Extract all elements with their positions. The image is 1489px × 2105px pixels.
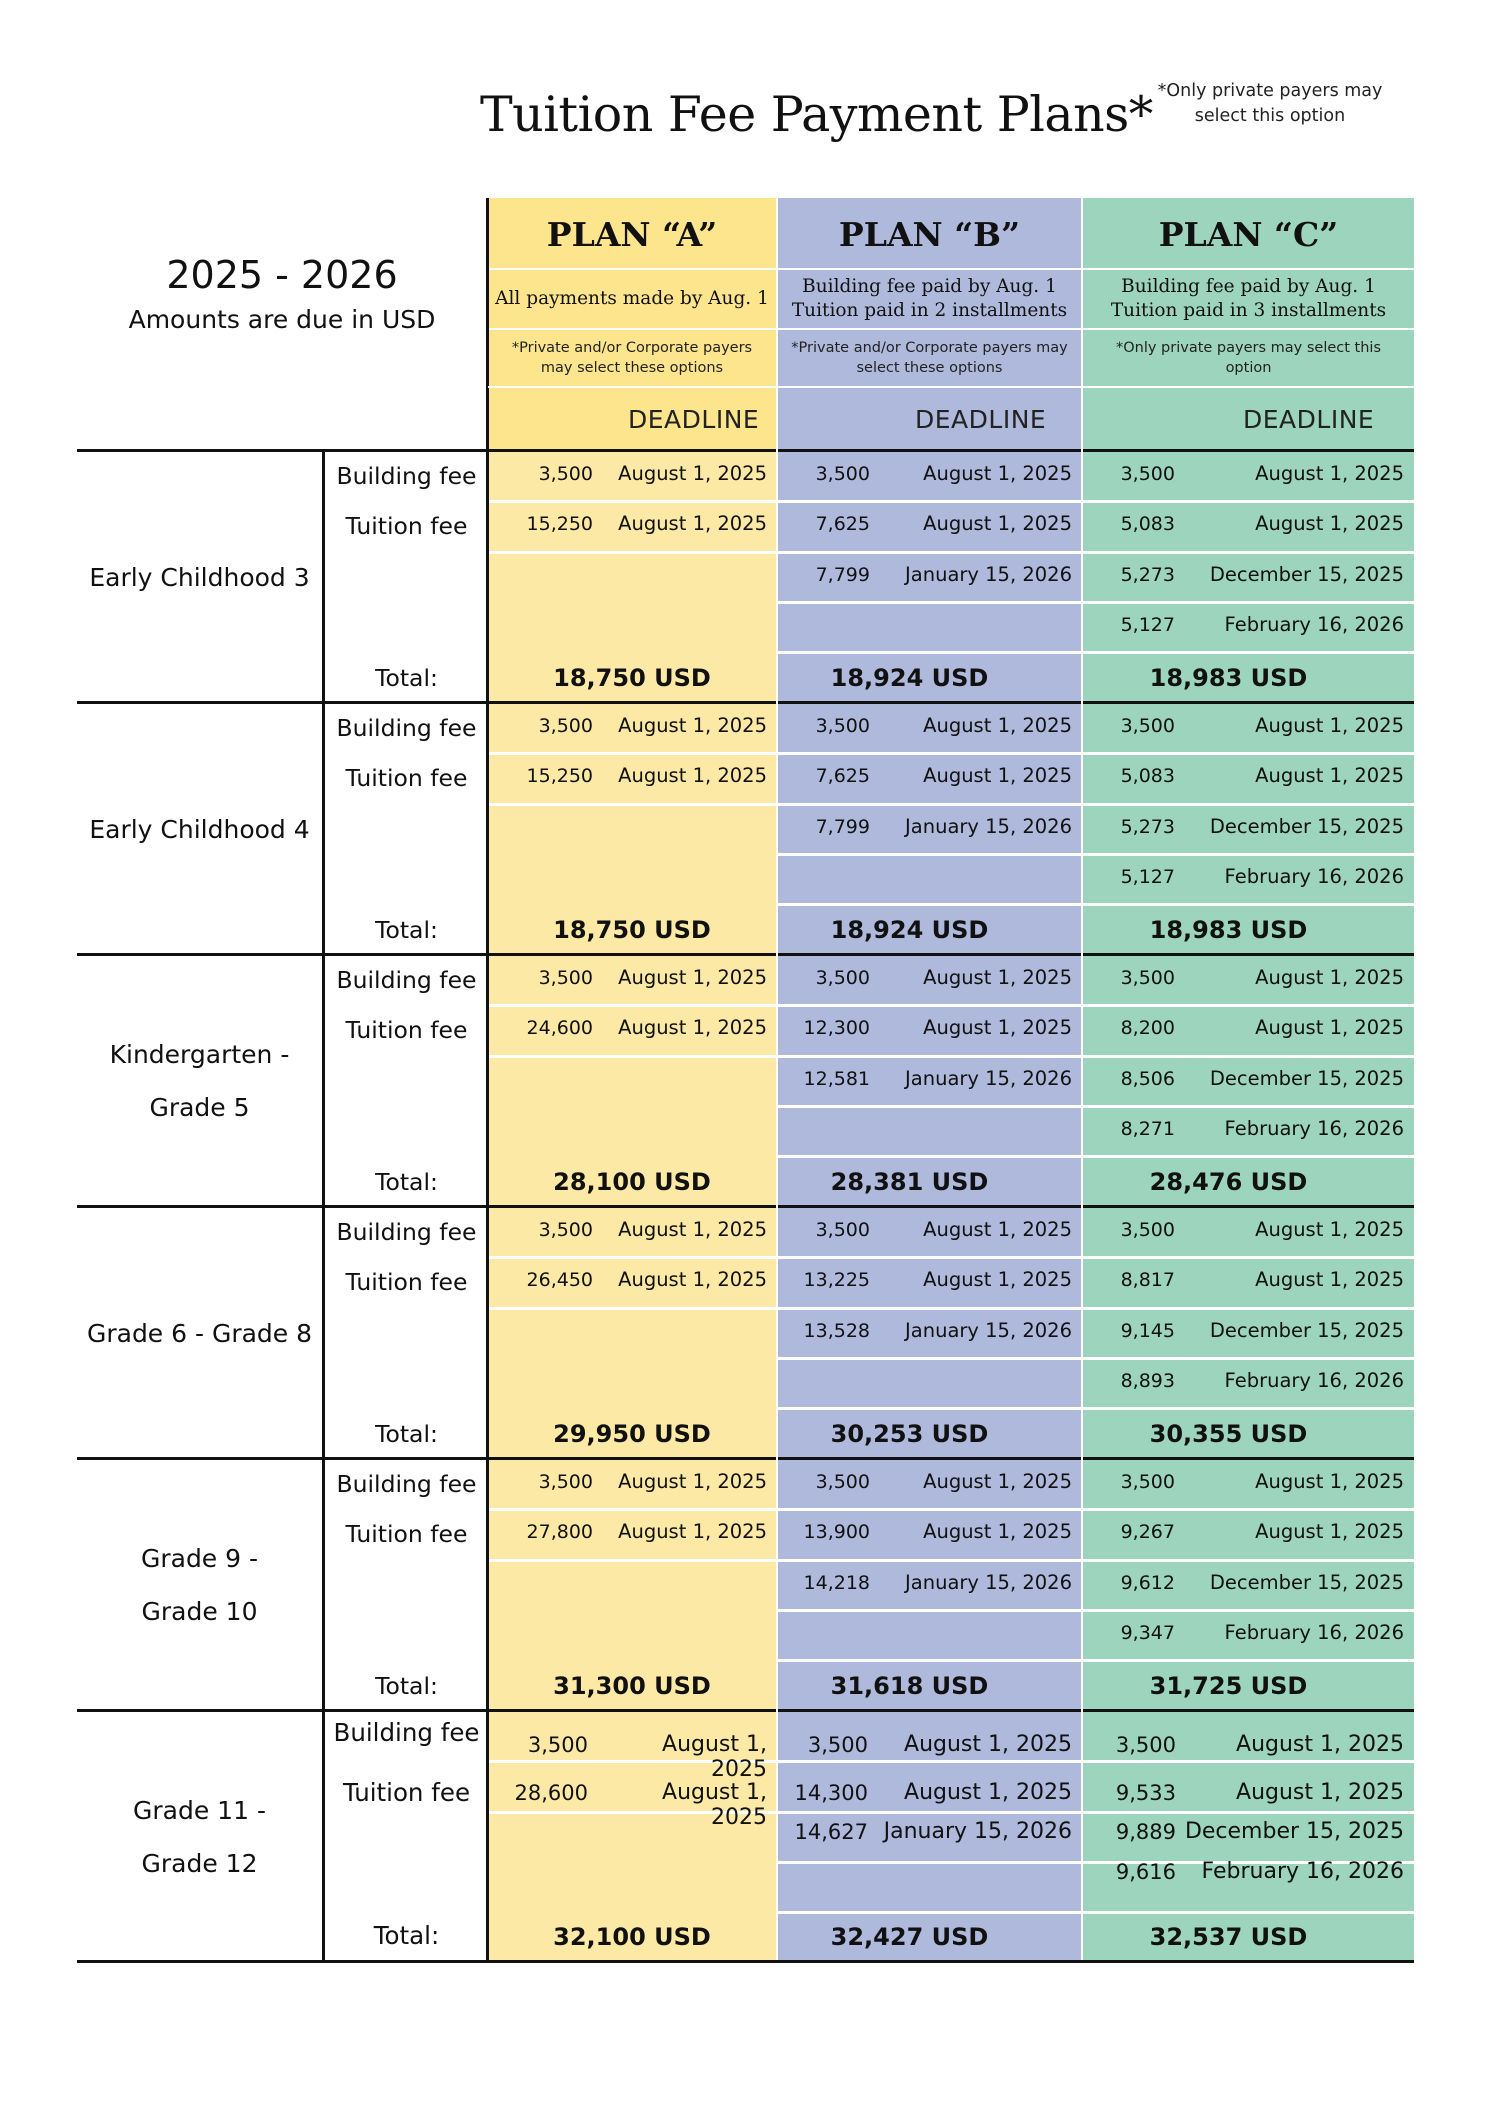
grade-group-name: [77, 451, 322, 703]
plan-b-amount: 3,500: [815, 1219, 870, 1241]
row-separator: [778, 1861, 1081, 1864]
plan-b-deadline: August 1, 2025: [923, 966, 1072, 989]
plan-a-amount: 3,500: [538, 1471, 593, 1493]
building-fee-label: Building fee: [336, 714, 477, 742]
grade-group-name: [77, 1459, 322, 1711]
row-separator: [778, 903, 1081, 906]
plan-note: *Private and/or Corporate payers may select these options: [511, 340, 753, 376]
plan-name: PLAN “C”: [1083, 198, 1414, 270]
plan-c-deadline: February 16, 2026: [1224, 864, 1404, 888]
plan-c-deadline: August 1, 2025: [1255, 1016, 1404, 1040]
plan-c-amount: 5,127: [1120, 613, 1175, 636]
plan-b-amount: 7,625: [815, 513, 870, 536]
plan-b-deadline: January 15, 2026: [905, 814, 1072, 838]
plan-c-deadline: August 1, 2025: [1255, 764, 1404, 788]
tuition-fee-label: Tuition fee: [345, 1016, 468, 1044]
grade-group-line: Grade 10: [141, 1597, 258, 1626]
total-label: Total:: [375, 1420, 438, 1448]
plan-c-amount: 9,267: [1120, 1521, 1175, 1544]
plan-b-deadline: August 1, 2025: [904, 1732, 1072, 1757]
row-separator: [778, 500, 1081, 503]
row-separator: [1083, 752, 1414, 755]
plan-c-deadline-header: DEADLINE: [1083, 388, 1414, 449]
plan-c-amount: 3,500: [1120, 463, 1175, 485]
plan-b-deadline: August 1, 2025: [904, 1780, 1072, 1806]
building-fee-label: Building fee: [336, 462, 477, 490]
plan-b-deadline: August 1, 2025: [923, 1218, 1072, 1241]
tuition-fee-label: Tuition fee: [345, 1268, 468, 1296]
plan-c-amount: 9,533: [1115, 1781, 1176, 1806]
row-separator: [1083, 803, 1414, 806]
tuition-fee-label: Tuition fee: [345, 764, 468, 792]
amount-column-divider: [486, 198, 489, 1961]
plan-b-amount: 13,225: [803, 1269, 870, 1292]
row-separator: [778, 1760, 1081, 1763]
plan-description: Building fee paid by Aug. 1 Tuition paid in 3 installments: [1083, 270, 1414, 330]
row-separator: [778, 1004, 1081, 1007]
plan-a-deadline: August 1, 2025: [618, 714, 767, 737]
plan-c-amount: 9,889: [1115, 1819, 1176, 1844]
row-separator: [778, 853, 1081, 856]
plan-c-amount: 5,127: [1120, 865, 1175, 888]
plan-total: 32,427 USD: [830, 1923, 989, 1951]
plan-c-deadline: December 15, 2025: [1209, 1570, 1404, 1594]
plan-b-amount: 14,218: [803, 1571, 870, 1594]
building-fee-label: Building fee: [333, 1718, 480, 1747]
grade-group-line: Kindergarten -: [109, 1040, 290, 1069]
grade-group-line: Grade 11 -: [133, 1796, 266, 1825]
plan-c-deadline: August 1, 2025: [1236, 1732, 1404, 1757]
plan-c-amount: 8,271: [1120, 1117, 1175, 1140]
plan-b-deadline: August 1, 2025: [923, 1520, 1072, 1544]
row-separator: [488, 500, 776, 503]
plan-b-amount: 14,300: [794, 1781, 868, 1806]
plan-a-amount: 28,600: [514, 1781, 588, 1806]
group-divider: [77, 1709, 1414, 1712]
plan-c-amount: 3,500: [1120, 967, 1175, 989]
total-label: Total:: [375, 664, 438, 692]
row-separator: [1083, 853, 1414, 856]
plan-c-deadline: December 15, 2025: [1209, 562, 1404, 586]
plan-b-deadline: August 1, 2025: [923, 1268, 1072, 1292]
plan-note: *Only private payers may select this option: [1115, 340, 1381, 376]
plan-b-amount: 3,500: [815, 1471, 870, 1493]
plan-a-amount: 15,250: [526, 513, 593, 536]
row-separator: [778, 1559, 1081, 1562]
grade-group-name: [77, 1711, 322, 1963]
plan-total: 18,983 USD: [1149, 916, 1308, 944]
plan-column-seam: [776, 198, 778, 1960]
plan-b-amount: 3,500: [815, 463, 870, 485]
plan-total: 28,476 USD: [1149, 1168, 1308, 1196]
plan-total: 18,750 USD: [553, 664, 711, 692]
page-title: Tuition Fee Payment Plans*: [480, 86, 1153, 143]
plan-b-deadline: January 15, 2026: [883, 1818, 1072, 1844]
row-separator: [1083, 1760, 1414, 1763]
plan-a-deadline: August 1, 2025: [618, 1218, 767, 1241]
row-separator: [778, 1659, 1081, 1662]
row-separator: [488, 1559, 776, 1562]
row-separator: [488, 1508, 776, 1511]
plan-c-deadline: August 1, 2025: [1255, 1520, 1404, 1544]
plan-total: 31,618 USD: [830, 1672, 989, 1700]
plan-c-amount: 8,200: [1120, 1017, 1175, 1040]
row-separator: [488, 1256, 776, 1259]
plan-total: 30,355 USD: [1149, 1420, 1308, 1448]
plan-c-deadline: December 15, 2025: [1209, 1066, 1404, 1090]
row-separator: [1083, 1811, 1414, 1814]
plan-c-deadline: February 16, 2026: [1224, 1368, 1404, 1392]
plan-total: 32,100 USD: [553, 1923, 711, 1951]
plan-c-deadline: August 1, 2025: [1255, 512, 1404, 536]
plan-b-amount: 3,500: [815, 967, 870, 989]
plan-total: 32,537 USD: [1149, 1923, 1308, 1951]
currency-note: Amounts are due in USD: [128, 305, 436, 334]
row-separator: [778, 1407, 1081, 1410]
row-separator: [778, 1105, 1081, 1108]
plan-c-deadline: August 1, 2025: [1255, 1268, 1404, 1292]
group-divider: [77, 1205, 1414, 1208]
plan-total: 29,950 USD: [553, 1420, 711, 1448]
plan-total: 30,253 USD: [830, 1420, 989, 1448]
row-separator: [1083, 1004, 1414, 1007]
plan-c-amount: 9,347: [1120, 1621, 1175, 1644]
row-separator: [1083, 903, 1414, 906]
building-fee-label: Building fee: [336, 1470, 477, 1498]
row-separator: [1083, 1357, 1414, 1360]
plan-a-amount: 3,500: [527, 1733, 588, 1757]
plan-c-amount: 9,616: [1115, 1859, 1176, 1884]
plan-b-amount: 13,900: [803, 1521, 870, 1544]
plan-column-seam: [1081, 198, 1083, 1960]
plan-c-deadline: August 1, 2025: [1255, 1218, 1404, 1241]
building-fee-label: Building fee: [336, 966, 477, 994]
row-separator: [778, 601, 1081, 604]
plan-b-amount: 12,300: [803, 1017, 870, 1040]
row-separator: [778, 1307, 1081, 1310]
plan-c-deadline: December 15, 2025: [1209, 814, 1404, 838]
plan-a-amount: 26,450: [526, 1269, 593, 1292]
row-separator: [488, 752, 776, 755]
plan-b-amount: 13,528: [803, 1319, 870, 1342]
row-separator: [778, 651, 1081, 654]
plan-name: PLAN “A”: [488, 198, 776, 270]
plan-c-amount: 5,083: [1120, 765, 1175, 788]
row-separator: [1083, 500, 1414, 503]
plan-a-deadline: August 1, 2025: [662, 1780, 767, 1831]
row-separator: [488, 803, 776, 806]
plan-total: 31,725 USD: [1149, 1672, 1308, 1700]
plan-b-amount: 7,625: [815, 765, 870, 788]
row-separator: [1083, 1307, 1414, 1310]
group-divider: [77, 701, 1414, 704]
group-divider: [77, 1457, 1414, 1460]
label-column-divider: [322, 451, 325, 1961]
row-separator: [778, 752, 1081, 755]
plan-c-deadline: February 16, 2026: [1201, 1858, 1404, 1884]
plan-b-amount: 3,500: [815, 715, 870, 737]
year-box: [77, 250, 487, 340]
row-separator: [1083, 1659, 1414, 1662]
plan-c-header: [1083, 198, 1414, 386]
group-divider: [77, 449, 1414, 452]
plan-b-deadline: January 15, 2026: [905, 1318, 1072, 1342]
row-separator: [1083, 1508, 1414, 1511]
plan-a-amount: 3,500: [538, 967, 593, 989]
plan-c-deadline: February 16, 2026: [1224, 1620, 1404, 1644]
grade-group-line: Early Childhood 3: [89, 562, 310, 592]
plan-a-deadline: August 1, 2025: [618, 462, 767, 485]
plan-a-deadline: August 1, 2025: [618, 1016, 767, 1040]
plan-total: 31,300 USD: [553, 1672, 711, 1700]
plan-b-deadline: August 1, 2025: [923, 1470, 1072, 1493]
plan-c-deadline: August 1, 2025: [1255, 966, 1404, 989]
row-separator: [1083, 651, 1414, 654]
plan-a-deadline: August 1, 2025: [618, 1520, 767, 1544]
plan-c-amount: 8,817: [1120, 1269, 1175, 1292]
plan-c-amount: 8,893: [1120, 1369, 1175, 1392]
group-divider: [77, 953, 1414, 956]
plan-a-deadline: August 1, 2025: [618, 966, 767, 989]
plan-c-deadline: February 16, 2026: [1224, 612, 1404, 636]
plan-b-deadline: August 1, 2025: [923, 1016, 1072, 1040]
plan-b-amount: 3,500: [807, 1733, 868, 1757]
row-separator: [778, 1256, 1081, 1259]
plan-a-deadline: August 1, 2025: [618, 1268, 767, 1292]
plan-c-deadline: December 15, 2025: [1184, 1818, 1404, 1844]
plan-c-deadline: August 1, 2025: [1255, 1470, 1404, 1493]
table-bottom-border: [77, 1960, 1414, 1963]
plan-b-deadline: January 15, 2026: [905, 1570, 1072, 1594]
plan-total: 18,924 USD: [830, 916, 989, 944]
total-label: Total:: [375, 916, 438, 944]
grade-group-name: [77, 955, 322, 1207]
plan-c-amount: 3,500: [1120, 1219, 1175, 1241]
plan-c-deadline: August 1, 2025: [1255, 462, 1404, 485]
row-separator: [1083, 1559, 1414, 1562]
row-separator: [1083, 1407, 1414, 1410]
plan-total: 18,750 USD: [553, 916, 711, 944]
row-separator: [1083, 1256, 1414, 1259]
plan-c-amount: 5,083: [1120, 513, 1175, 536]
row-separator: [1083, 601, 1414, 604]
plan-c-amount: 9,612: [1120, 1571, 1175, 1594]
plan-c-deadline: August 1, 2025: [1255, 714, 1404, 737]
row-separator: [778, 1811, 1081, 1814]
plan-a-amount: 3,500: [538, 715, 593, 737]
total-label: Total:: [375, 1672, 438, 1700]
school-year: 2025 - 2026: [166, 253, 398, 297]
grade-group-name: [77, 1207, 322, 1459]
plan-b-deadline: August 1, 2025: [923, 462, 1072, 485]
deadline-header-seam: [488, 386, 1414, 388]
plan-a-deadline: August 1, 2025: [618, 1470, 767, 1493]
grade-group-name: [77, 703, 322, 955]
plan-c-amount: 5,273: [1120, 563, 1175, 586]
plan-note: *Private and/or Corporate payers may select these options: [791, 340, 1068, 376]
row-separator: [488, 1307, 776, 1310]
plan-c-amount: 3,500: [1115, 1733, 1176, 1757]
plan-a-amount: 15,250: [526, 765, 593, 788]
plan-a-header: [488, 198, 776, 386]
plan-b-header: [778, 198, 1081, 386]
top-note: *Only private payers may select this option: [1157, 81, 1383, 126]
row-separator: [488, 1055, 776, 1058]
plan-c-deadline: December 15, 2025: [1209, 1318, 1404, 1342]
plan-b-amount: 12,581: [803, 1067, 870, 1090]
row-separator: [778, 803, 1081, 806]
plan-b-amount: 7,799: [815, 563, 870, 586]
row-separator: [778, 1055, 1081, 1058]
row-separator: [1083, 1055, 1414, 1058]
grade-group-line: Grade 9 -: [140, 1544, 259, 1573]
plan-b-deadline: August 1, 2025: [923, 714, 1072, 737]
row-separator: [488, 551, 776, 554]
grade-group-line: Grade 12: [141, 1849, 258, 1878]
row-separator: [778, 1357, 1081, 1360]
total-label: Total:: [375, 1168, 438, 1196]
plan-total: 18,924 USD: [830, 664, 989, 692]
plan-total: 18,983 USD: [1149, 664, 1308, 692]
grade-group-line: Early Childhood 4: [89, 814, 310, 844]
plan-a-deadline: August 1, 2025: [618, 512, 767, 536]
row-separator: [778, 1609, 1081, 1612]
plan-name: PLAN “B”: [778, 198, 1081, 270]
plan-c-amount: 5,273: [1120, 815, 1175, 838]
tuition-fee-label: Tuition fee: [345, 512, 468, 540]
grade-group-line: Grade 5: [149, 1093, 250, 1122]
row-separator: [778, 1508, 1081, 1511]
plan-a-amount: 27,800: [526, 1521, 593, 1544]
plan-b-deadline: August 1, 2025: [923, 512, 1072, 536]
plan-a-amount: 3,500: [538, 463, 593, 485]
row-separator: [1083, 1105, 1414, 1108]
plan-description: All payments made by Aug. 1: [488, 270, 776, 330]
row-separator: [1083, 551, 1414, 554]
row-separator: [1083, 1155, 1414, 1158]
row-separator: [1083, 1911, 1414, 1914]
grade-group-line: Grade 6 - Grade 8: [86, 1318, 313, 1348]
plan-b-deadline: August 1, 2025: [923, 764, 1072, 788]
tuition-fee-label: Tuition fee: [345, 1520, 468, 1548]
plan-c-deadline: February 16, 2026: [1224, 1116, 1404, 1140]
plan-b-amount: 7,799: [815, 815, 870, 838]
tuition-fee-label: Tuition fee: [342, 1778, 471, 1807]
plan-a-deadline-header: DEADLINE: [488, 388, 776, 449]
plan-description: Building fee paid by Aug. 1 Tuition paid in 2 installments: [778, 270, 1081, 330]
plan-b-deadline: January 15, 2026: [905, 562, 1072, 586]
plan-b-deadline: January 15, 2026: [905, 1066, 1072, 1090]
plan-c-amount: 3,500: [1120, 715, 1175, 737]
plan-a-deadline: August 1, 2025: [618, 764, 767, 788]
total-label: Total:: [373, 1921, 440, 1950]
plan-b-deadline-header: DEADLINE: [778, 388, 1081, 449]
row-separator: [778, 1911, 1081, 1914]
row-separator: [488, 1004, 776, 1007]
plan-c-amount: 8,506: [1120, 1067, 1175, 1090]
plan-c-amount: 9,145: [1120, 1319, 1175, 1342]
row-separator: [778, 551, 1081, 554]
plan-a-amount: 3,500: [538, 1219, 593, 1241]
building-fee-label: Building fee: [336, 1218, 477, 1246]
plan-c-deadline: August 1, 2025: [1236, 1780, 1404, 1806]
plan-c-amount: 3,500: [1120, 1471, 1175, 1493]
row-separator: [1083, 1609, 1414, 1612]
plan-a-deadline: August 1, 2025: [662, 1732, 767, 1782]
plan-a-amount: 24,600: [526, 1017, 593, 1040]
plan-b-amount: 14,627: [794, 1819, 868, 1844]
plan-total: 28,381 USD: [830, 1168, 989, 1196]
row-separator: [778, 1155, 1081, 1158]
plan-total: 28,100 USD: [553, 1168, 711, 1196]
